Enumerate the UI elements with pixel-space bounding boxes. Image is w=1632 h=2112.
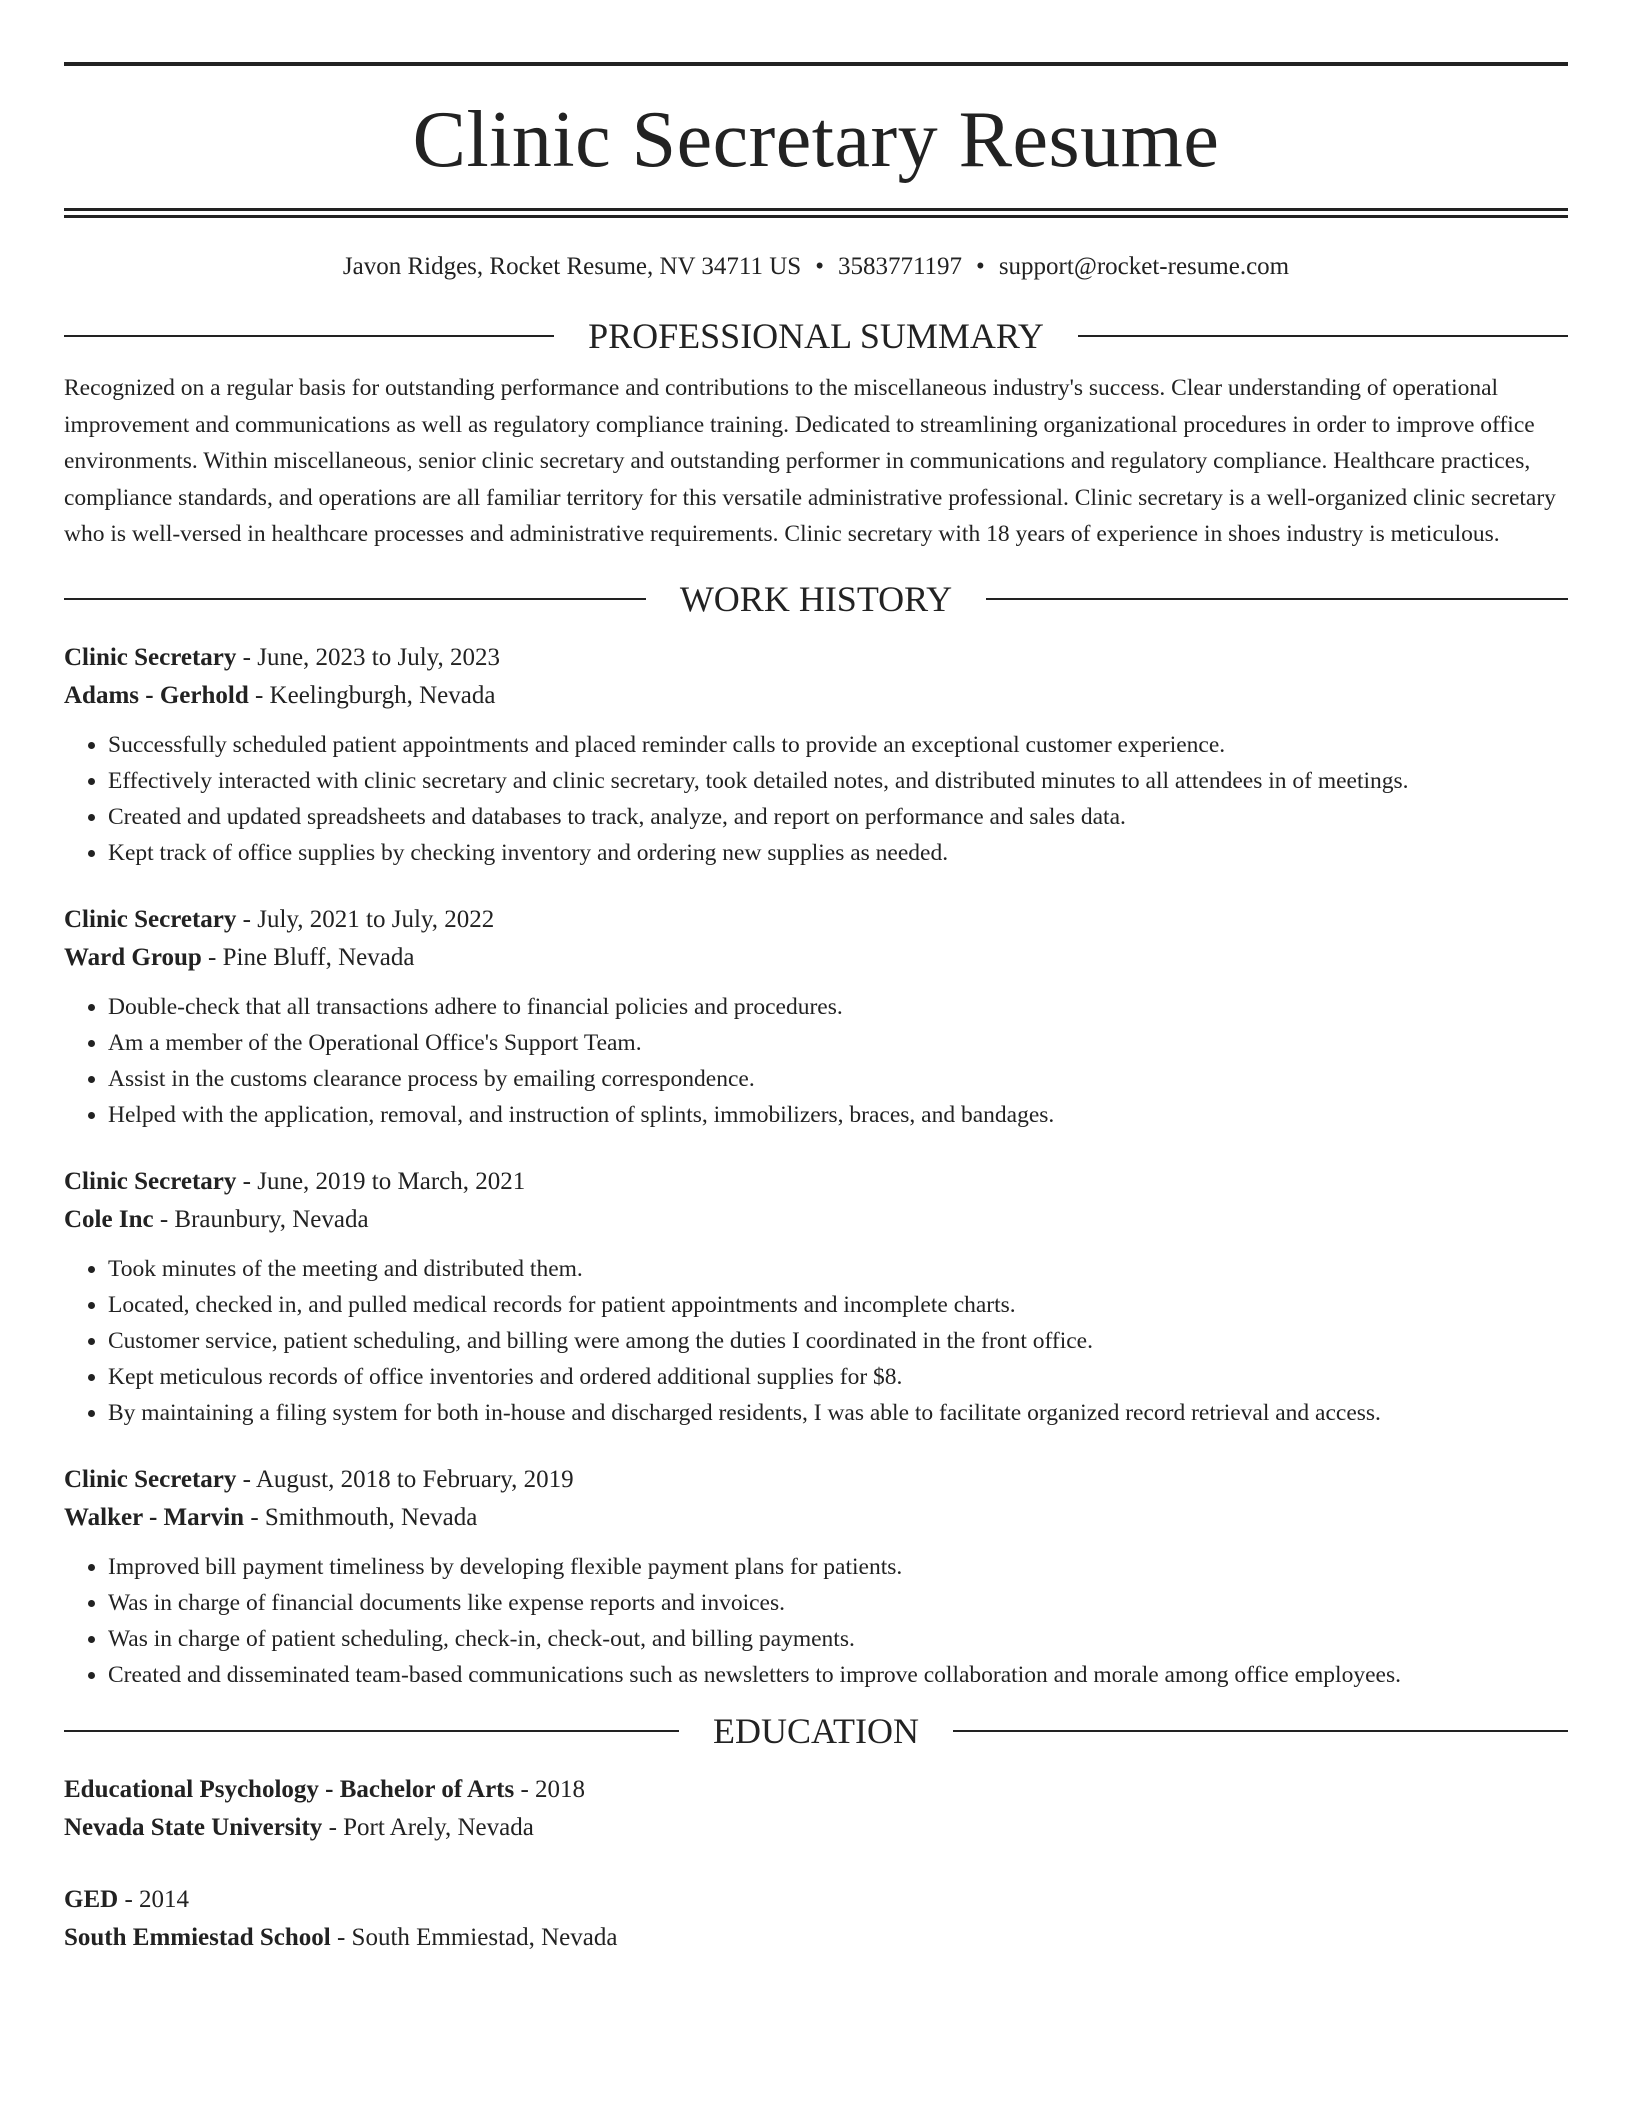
job-entry [64,1163,1568,1431]
contact-email: support@rocket-resume.com [998,253,1290,280]
education-school: South Emmiestad School [64,1923,331,1951]
job-title-line [64,1461,1568,1499]
job-bullet: • Double-check that all transactions adhere to financial policies and procedures. [108,989,1568,1025]
job-title: Clinic Secretary [64,1167,237,1195]
job-bullet: • By maintaining a filing system for both in-house and discharged residents, I was able to facilitate organized record retrieval and access. [108,1395,1568,1431]
education-school-line [64,1919,1568,1957]
contact-line [64,252,1568,282]
job-bullets [64,1251,1568,1431]
job-bullet: • Helped with the application, removal, and instruction of splints, immobilizers, braces, and bandages. [108,1097,1568,1133]
education-year: - 2014 [118,1885,190,1913]
job-company-line [64,1201,1568,1239]
job-bullet: • Kept track of office supplies by checking inventory and ordering new supplies as needed. [108,835,1568,871]
job-location: - Smithmouth, Nevada [244,1503,478,1531]
job-bullet: • Customer service, patient scheduling, and billing were among the duties I coordinated in the front office. [108,1323,1568,1359]
education-school-line [64,1809,1568,1847]
education-spacer [64,1847,1568,1881]
job-dates: - August, 2018 to February, 2019 [236,1465,574,1493]
job-bullet: • Successfully scheduled patient appointments and placed reminder calls to provide an exceptional customer experience. [108,727,1568,763]
education-entry [64,1881,1568,1957]
work-heading [64,578,1568,619]
job-bullets [64,989,1568,1133]
job-entry [64,901,1568,1133]
contact-separator: • [976,253,985,280]
education-degree-line [64,1771,1568,1809]
job-bullet: • Am a member of the Operational Office's Support Team. [108,1025,1568,1061]
job-bullet: • Created and updated spreadsheets and databases to track, analyze, and report on performance and sales data. [108,799,1568,835]
contact-phone: 3583771197 [837,253,963,280]
education-entry [64,1771,1568,1847]
heading-rule-right [1078,335,1568,337]
education-degree: GED [64,1885,119,1913]
job-entry [64,1461,1568,1693]
job-bullet: • Improved bill payment timeliness by developing flexible payment plans for patients. [108,1549,1568,1585]
education-list [64,1771,1568,1957]
work-history-list [64,639,1568,1693]
education-school: Nevada State University [64,1813,323,1841]
job-title: Clinic Secretary [64,643,237,671]
job-bullet: • Was in charge of patient scheduling, check-in, check-out, and billing payments. [108,1621,1568,1657]
job-dates: - June, 2019 to March, 2021 [236,1167,526,1195]
job-title-line [64,901,1568,939]
job-bullet: • Took minutes of the meeting and distributed them. [108,1251,1568,1287]
job-bullet: • Was in charge of financial documents like expense reports and invoices. [108,1585,1568,1621]
education-degree: Educational Psychology - Bachelor of Arts [64,1775,515,1803]
top-rule [64,62,1568,66]
job-bullet: • Kept meticulous records of office inventories and ordered additional supplies for $8. [108,1359,1568,1395]
job-location: - Keelingburgh, Nevada [248,681,496,709]
education-heading-label: EDUCATION [713,1710,919,1751]
job-company-line [64,677,1568,715]
summary-heading [64,318,1568,354]
job-spacer [64,871,1568,901]
job-company: Walker - Marvin [64,1503,245,1531]
job-spacer [64,1431,1568,1461]
job-location: - Pine Bluff, Nevada [201,943,415,971]
education-degree-line [64,1881,1568,1919]
heading-rule-left [64,1730,679,1732]
heading-rule-left [64,598,646,600]
job-title: Clinic Secretary [64,905,237,933]
heading-rule-left [64,335,554,337]
job-title-line [64,639,1568,677]
education-heading [64,1710,1568,1751]
job-bullet: • Effectively interacted with clinic secretary and clinic secretary, took detailed notes, and distributed minutes to all attendees in of meetings. [108,763,1568,799]
work-heading-label: WORK HISTORY [679,578,953,619]
heading-rule-right [953,1730,1568,1732]
summary-text: Recognized on a regular basis for outstanding performance and contributions to the miscellaneous industry's success. Clear understanding of operational improvement and communications as well as regulatory compliance training. Dedicated to streamlining organizational procedures in order to improve office environments. Within miscellaneous, senior clinic secretary and outstanding performer in communications and regulatory compliance. Healthcare practices, compliance standards, and operations are all familiar territory for this versatile administrative professional. Clinic secretary is a well-organized clinic secretary who is well-versed in healthcare processes and administrative requirements. Clinic secretary with 18 years of experience in shoes industry is meticulous. [64,375,1556,547]
job-bullet: • Assist in the customs clearance process by emailing correspondence. [108,1061,1568,1097]
resume-title: Clinic Secretary Resume [412,96,1220,184]
heading-rule-right [986,598,1568,600]
job-company: Cole Inc [64,1205,154,1233]
job-bullets [64,727,1568,871]
job-company-line [64,939,1568,977]
job-dates: - July, 2021 to July, 2022 [236,905,495,933]
education-location: - South Emmiestad, Nevada [330,1923,618,1951]
job-dates: - June, 2023 to July, 2023 [236,643,501,671]
summary-heading-label: PROFESSIONAL SUMMARY [588,316,1044,356]
education-location: - Port Arely, Nevada [322,1813,534,1841]
job-title-line [64,1163,1568,1201]
job-bullets [64,1549,1568,1693]
contact-address: Javon Ridges, Rocket Resume, NV 34711 US [342,253,802,280]
contact-separator: • [815,253,824,280]
job-entry [64,639,1568,871]
job-company: Ward Group [64,943,202,971]
double-rule [64,208,1568,218]
job-title: Clinic Secretary [64,1465,237,1493]
education-year: - 2018 [514,1775,586,1803]
job-spacer [64,1133,1568,1163]
job-company-line [64,1499,1568,1537]
job-bullet: • Located, checked in, and pulled medical records for patient appointments and incomplete charts. [108,1287,1568,1323]
job-location: - Braunbury, Nevada [153,1205,369,1233]
job-company: Adams - Gerhold [64,681,249,709]
job-bullet: • Created and disseminated team-based communications such as newsletters to improve collaboration and morale among office employees. [108,1657,1568,1693]
